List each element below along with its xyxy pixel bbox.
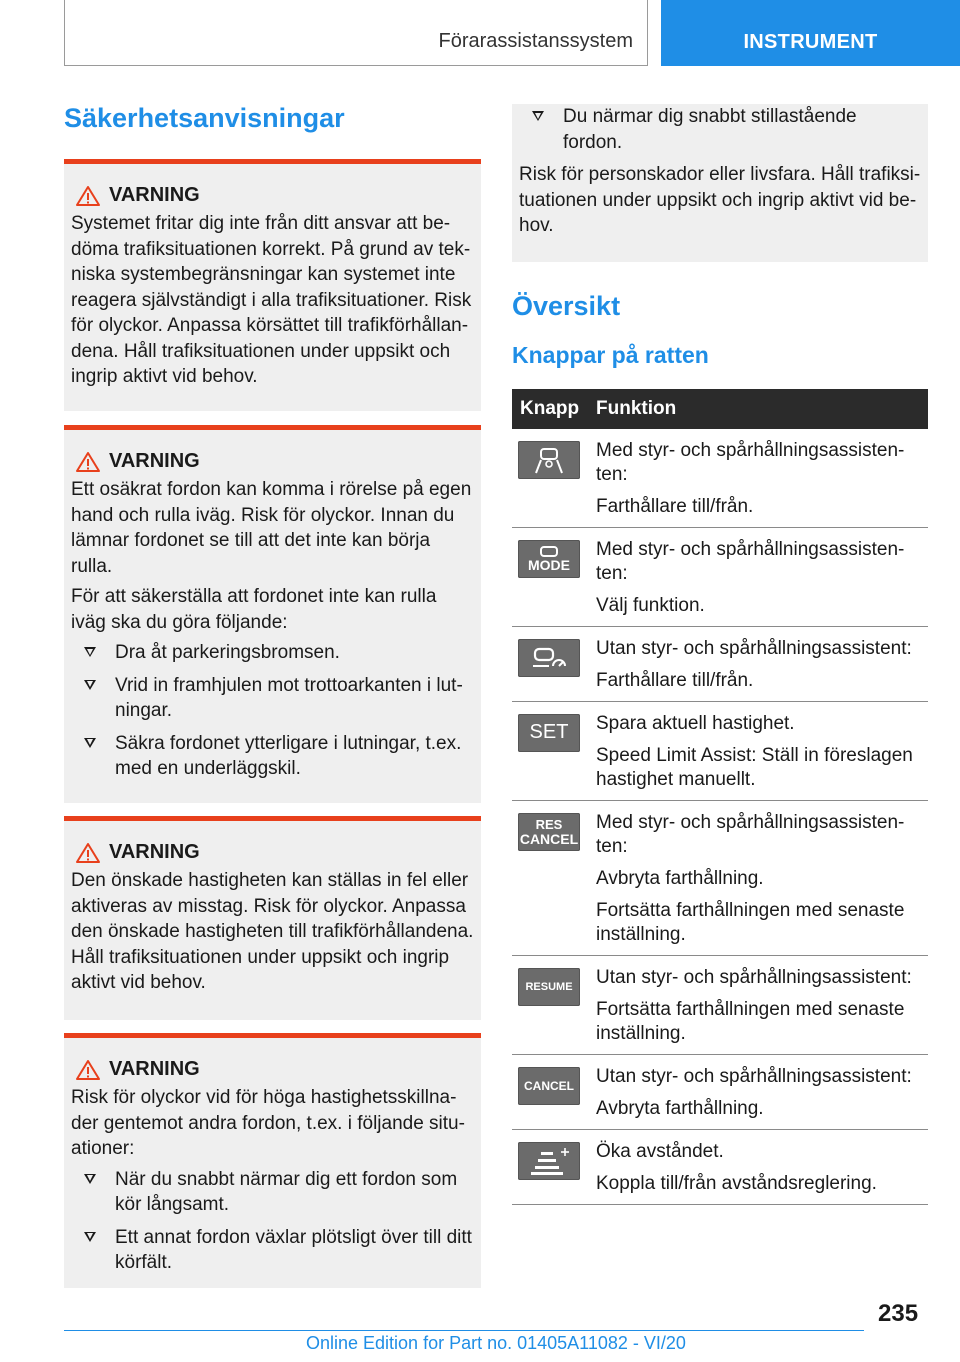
warning-text: Systemet fritar dig inte från ditt ansvar att bedöma trafiksituationen korrekt. På grund av tekniska systembegränsningar kan systemet inte reagera självständigt i alla trafiksituationer. Risk för olyckor. Anpassa körsättet till trafikförhållandena. Håll trafiksituationen under uppsikt och ingrip aktivt vid behov. [71,213,472,387]
function-text: Utan styr- och spårhållningsassistent: [596,1065,912,1087]
table-row [512,429,928,528]
function-text: Utan styr- och spårhållningsassistent: [596,966,912,988]
list-item: Du närmar dig snabbt stillastående fordon. [519,104,921,155]
bullet-triangle-icon [83,731,105,782]
list-item: Ett annat fordon växlar plötsligt över till ditt körfält. [71,1225,474,1276]
function-text: Öka avståndet. [596,1140,724,1162]
function-text: Avbryta farthållning. [596,867,764,889]
mode-icon: MODE [518,540,580,578]
warning-icon [75,185,101,207]
cancel-icon: CANCEL [518,1067,580,1105]
warning-box [64,425,481,803]
function-text: Med styr- och spårhållningsassistenten: [596,811,905,857]
left-column [64,100,481,1288]
overview-heading: Översikt [512,290,621,321]
function-text: Farthållare till/från. [596,495,754,517]
bullet-triangle-icon [83,1167,105,1218]
resume-icon: RESUME [518,968,580,1006]
function-text: Fortsätta farthållningen med senaste inställning. [596,899,905,945]
bullet-triangle-icon [83,640,105,666]
table-row [512,527,928,626]
table-row [512,955,928,1054]
footer-edition[interactable]: Online Edition for Part no. 01405A11082 - VI/20 [306,1333,686,1353]
function-text: Välj funktion. [596,594,705,616]
function-text: Spara aktuell hastighet. [596,712,795,734]
buttons-table [512,389,928,1205]
warning-icon [75,842,101,864]
warning-box [64,159,481,411]
page-number: 235 [878,1300,919,1327]
warning-text: Risk för olyckor vid för höga hastighetsskillnader gentemot andra fordon, t.ex. i följande situationer: [71,1087,465,1159]
cruise-control-icon [518,639,580,677]
function-text: Speed Limit Assist: Ställ in föreslagen hastighet manuellt. [596,744,913,790]
warning-text: Ett osäkrat fordon kan komma i rörelse på egen hand och rulla iväg. Risk för olyckor. Innan du lämnar fordonet se till att det inte kan börja rulla. [71,479,472,577]
table-row [512,701,928,800]
function-text: Avbryta farthållning. [596,1097,764,1119]
list-item: Dra åt parkeringsbromsen. [71,640,474,666]
warning-continuation [512,104,928,262]
right-column [512,104,928,1205]
table-row [512,626,928,701]
list-item: Säkra fordonet ytterligare i lutningar, t.ex. med en underläggskil. [71,731,474,782]
warning-text: För att säkerställa att fordonet inte kan rulla iväg ska du göra följande: [71,586,437,633]
function-text: Med styr- och spårhållningsassistenten: [596,439,905,485]
section-title: Säkerhetsanvisningar [64,103,345,133]
bullet-triangle-icon [531,104,553,155]
warning-title: VARNING [109,450,200,472]
column-header-funktion: Funktion [588,389,928,429]
warning-title: VARNING [109,1058,200,1080]
function-text: Utan styr- och spårhållningsassistent: [596,637,912,659]
list-item: När du snabbt närmar dig ett fordon som kör långsamt. [71,1167,474,1218]
function-text: Fortsätta farthållningen med senaste inställning. [596,998,905,1044]
function-text: Farthållare till/från. [596,669,754,691]
table-row [512,1129,928,1204]
warning-icon [75,1059,101,1081]
warning-box [64,1033,481,1288]
res-cancel-icon: RES CANCEL [518,813,580,851]
subheading: Knappar på ratten [512,341,709,368]
steering-assist-icon [518,441,580,479]
warning-text: Den önskade hastigheten kan ställas in fel eller aktiveras av misstag. Risk för olyckor. Anpassa den önskade hastigheten till trafikförhållandena. Håll trafiksituationen under uppsikt och ingrip aktivt vid behov. [71,870,474,993]
warning-title: VARNING [109,841,200,863]
column-header-knapp: Knapp [512,389,588,429]
warning-title: VARNING [109,184,200,206]
list-item: Vrid in framhjulen mot trottoarkanten i lutningar. [71,673,474,724]
running-section-title: Förarassistanssystem [64,0,648,66]
function-text: Med styr- och spårhållningsassistenten: [596,538,905,584]
bullet-triangle-icon [83,673,105,724]
warning-text: Risk för personskador eller livsfara. Håll trafiksituationen under uppsikt och ingrip aktivt vid behov. [519,164,921,236]
warning-box [64,816,481,1020]
distance-plus-icon [518,1142,580,1180]
table-row [512,800,928,955]
table-header-row [512,389,928,429]
set-icon: SET [518,714,580,752]
table-row [512,1054,928,1129]
warning-icon [75,451,101,473]
function-text: Koppla till/från avståndsreglering. [596,1172,877,1194]
chapter-tab[interactable]: INSTRUMENT [661,0,960,66]
bullet-triangle-icon [83,1225,105,1276]
